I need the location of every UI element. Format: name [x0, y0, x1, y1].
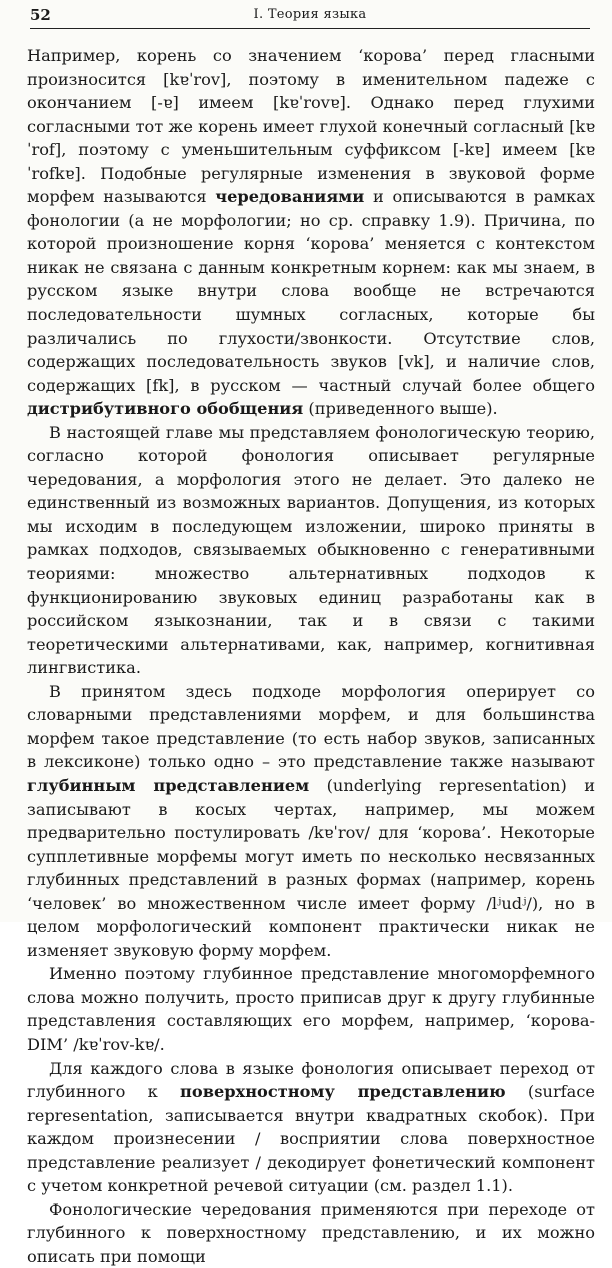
paragraph-4: Именно поэтому глубинное представление многоморфемного слова можно получить, просто приписав друг к другу глубинные представления составляющих его морфем, например, ‘корова-DIM’ /kɐˈrov-kɐ/. — [27, 964, 595, 1054]
paragraph-1 — [27, 44, 595, 421]
paragraph-3 — [27, 680, 595, 963]
paragraph-3-text-a: В принятом здесь подходе морфология оперирует со словарными представлениями морфем, и для большинства морфем такое представление (то есть набор звуков, записанных в лексиконе) только одно – это представление также называют — [27, 681, 595, 772]
paragraph-1-text-a: Например, корень со значением ‘корова’ перед гласными произносится [kɐˈrov], поэтому в именительном падеже с окончанием [-ɐ] имеем [kɐˈrovɐ]. Однако перед глухими согласными тот же корень имеет глухой конечный согласный [kɐˈrof], поэтому с уменьшительным суффиксом [-kɐ] имеем [kɐˈrofkɐ]. Подобные регулярные изменения в звуковой форме морфем называются — [27, 46, 595, 207]
paragraph-5 — [27, 1057, 595, 1198]
term-distributional-generalization: дистрибутивного обобщения — [27, 399, 304, 419]
paragraph-2: В настоящей главе мы представляем фонологическую теорию, согласно которой фонология описывает регулярные чередования, а морфология этого не делает. Это далеко не единственный из возможных вариантов. Допущения, из которых мы исходим в последующем изложении, широко приняты в рамках подходов, связываемых обыкновенно с генеративными теориями: множество альтернативных подходов к функционированию звуковых единиц разработаны как в российском языкознании, так и в связи с такими теоретическими альтернативами, как, например, когнитивная лингвистика. — [27, 422, 595, 678]
header-rule — [30, 28, 590, 29]
running-title: I. Теория языка — [253, 7, 367, 22]
term-surface-representation: поверхностному представлению — [180, 1082, 506, 1102]
paragraph-1-text-c: (приведенного выше). — [303, 399, 498, 419]
paragraph-5-text-a: Для каждого слова в языке фонология описывает переход от глубинного к — [27, 1058, 595, 1102]
paragraph-1-text-b: и описываются в рамках фонологии (а не морфологии; но ср. справку 1.9). Причина, по которой произношение корня ‘корова’ меняется с контекстом никак не связана с данным конкретным корнем: как мы знаем, в русском языке внутри слова вообще не встречаются последовательности шумных согласных, которые бы различались по глухости/звонкости. Отсутствие слов, содержащих последовательность звуков [vk], и наличие слов, содержащих [fk], в русском — частный случай более общего — [27, 187, 595, 395]
paragraph-5-text-b: (surface representation, записывается внутри квадратных скобок). При каждом произнесении / восприятии слова поверхностное представление реализует / декодирует фонетический компонент с учетом конкретной речевой ситуации (см. раздел 1.1). — [27, 1082, 595, 1196]
main-text — [27, 44, 595, 1268]
paragraph-3-text-b: (underlying representation) и записывают в косых чертах, например, мы можем предварительно постулировать /kɐˈrov/ для ‘корова’. Некоторые супплетивные морфемы могут иметь по несколько несвязанных глубинных представлений в разных формах (например, корень ‘человек’ во множественном числе имеет форму /lʲudʲ/), но в целом морфологический компонент практически никак не изменяет звуковую форму морфем. — [27, 775, 595, 960]
term-underlying-representation: глубинным представлением — [27, 775, 310, 795]
running-head — [30, 6, 590, 28]
paragraph-6: Фонологические чередования применяются при переходе от глубинного к поверхностному представлению, и их можно описать при помощи — [27, 1199, 595, 1266]
term-alternations: чередованиями — [215, 187, 365, 207]
page-number: 52 — [30, 6, 51, 24]
